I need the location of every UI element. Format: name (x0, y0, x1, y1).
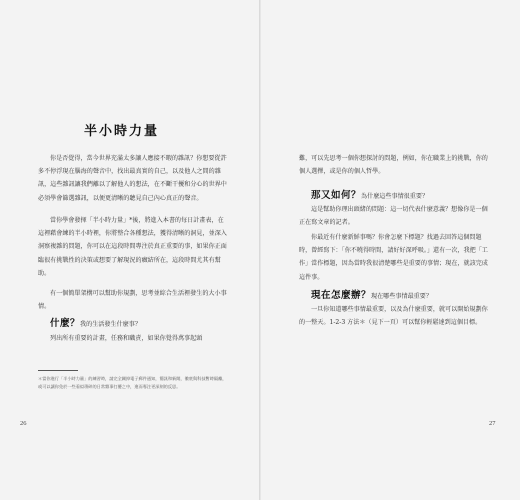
footnote: ＊當你進行「半小時力量」的練習時，請完全關掉電子郵件通知，簡訊和新聞，徹底與科技暫時隔離，或可以讓你免於一些看似瑣碎的日常雜事打擾之中，進而專注更深刻的反思。 (38, 376, 227, 389)
continued-paragraph: 難，可以先思考一個你想探討的問題，例如，你在職業上的挑戰，你的個人選擇，或是你的個人哲學。 (299, 155, 488, 176)
section-how-title: 那又如何？ (311, 190, 362, 201)
section-how-paragraph-2: 你最近有什麼新鮮事嗎？你會怎麼下標題？找過去回答這個問題時，曾經寫下：「你不曉得時間，請好好深呼吸。」還有一次，我把「工作」當作標題，因為當時我很清楚哪些是重要的事情；現在，就該完成這件事。 (299, 234, 488, 281)
section-now-subtitle: 現在哪些事情最重要？ (371, 293, 432, 300)
framework-paragraph: 有一個簡單架構可以幫助你規劃，思考並綜合生活裡發生的大小事情。 (38, 290, 227, 311)
section-what-title: 什麼？ (50, 318, 81, 329)
section-now-heading (311, 290, 432, 303)
intro-paragraph: 你是否覺得，當今世界充滿太多讓人應接不暇的雜訊？你想要從許多不停浮現在腦海的聲音中，找出最真實的自己，以及他人之間的雜訊，這些雜訊讓我們離以了解他人的想法，在不斷干擾和分心的世界中必須學會篩選雜訊，以便更清晰的聽見自己內心真正的聲音。 (38, 155, 227, 202)
section-now-title: 現在怎麼辦？ (311, 290, 372, 301)
footnote-rule (38, 370, 78, 371)
section-what-subtitle: 我的生活發生什麼事？ (80, 321, 141, 328)
page-number-left: 26 (20, 420, 27, 427)
section-how-heading (311, 190, 428, 203)
left-page (0, 0, 259, 500)
page-number-right: 27 (489, 420, 496, 427)
section-how-paragraph-1: 這是幫助你理出頭緒的問題：這一切代表什麼意義？想像你是一個正在寫文章的記者。 (299, 206, 488, 227)
section-now-paragraph: 一旦你知道哪些事情最重要，以及為什麼重要，就可以開始規劃你的一整天。1-2-3 方法＊（見下一頁）可以幫你輕鬆達到這個目標。 (299, 306, 488, 327)
right-page (261, 0, 520, 500)
section-how-subtitle: 為什麼這些事情很重要？ (361, 193, 429, 200)
chapter-title: 半小時力量 (84, 124, 160, 139)
section-what-heading (50, 318, 141, 331)
section-what-text: 列出所有重要的計畫，任務和職責，如果你覺得萬事起頭 (50, 335, 203, 342)
method-paragraph: 當你學會發揮「半小時力量」*後，將進入本書的每日計畫表，在這裡藉會練的半小時裡，你將整合各種想法，獲得清晰的洞見，並深入洞察複雜的問題，你可以在這段時間專注於真正重要的事，如果你正面臨很有挑戰性的決策或想要了解現況的癥結所在，這段時間尤其有幫助。 (38, 217, 227, 277)
